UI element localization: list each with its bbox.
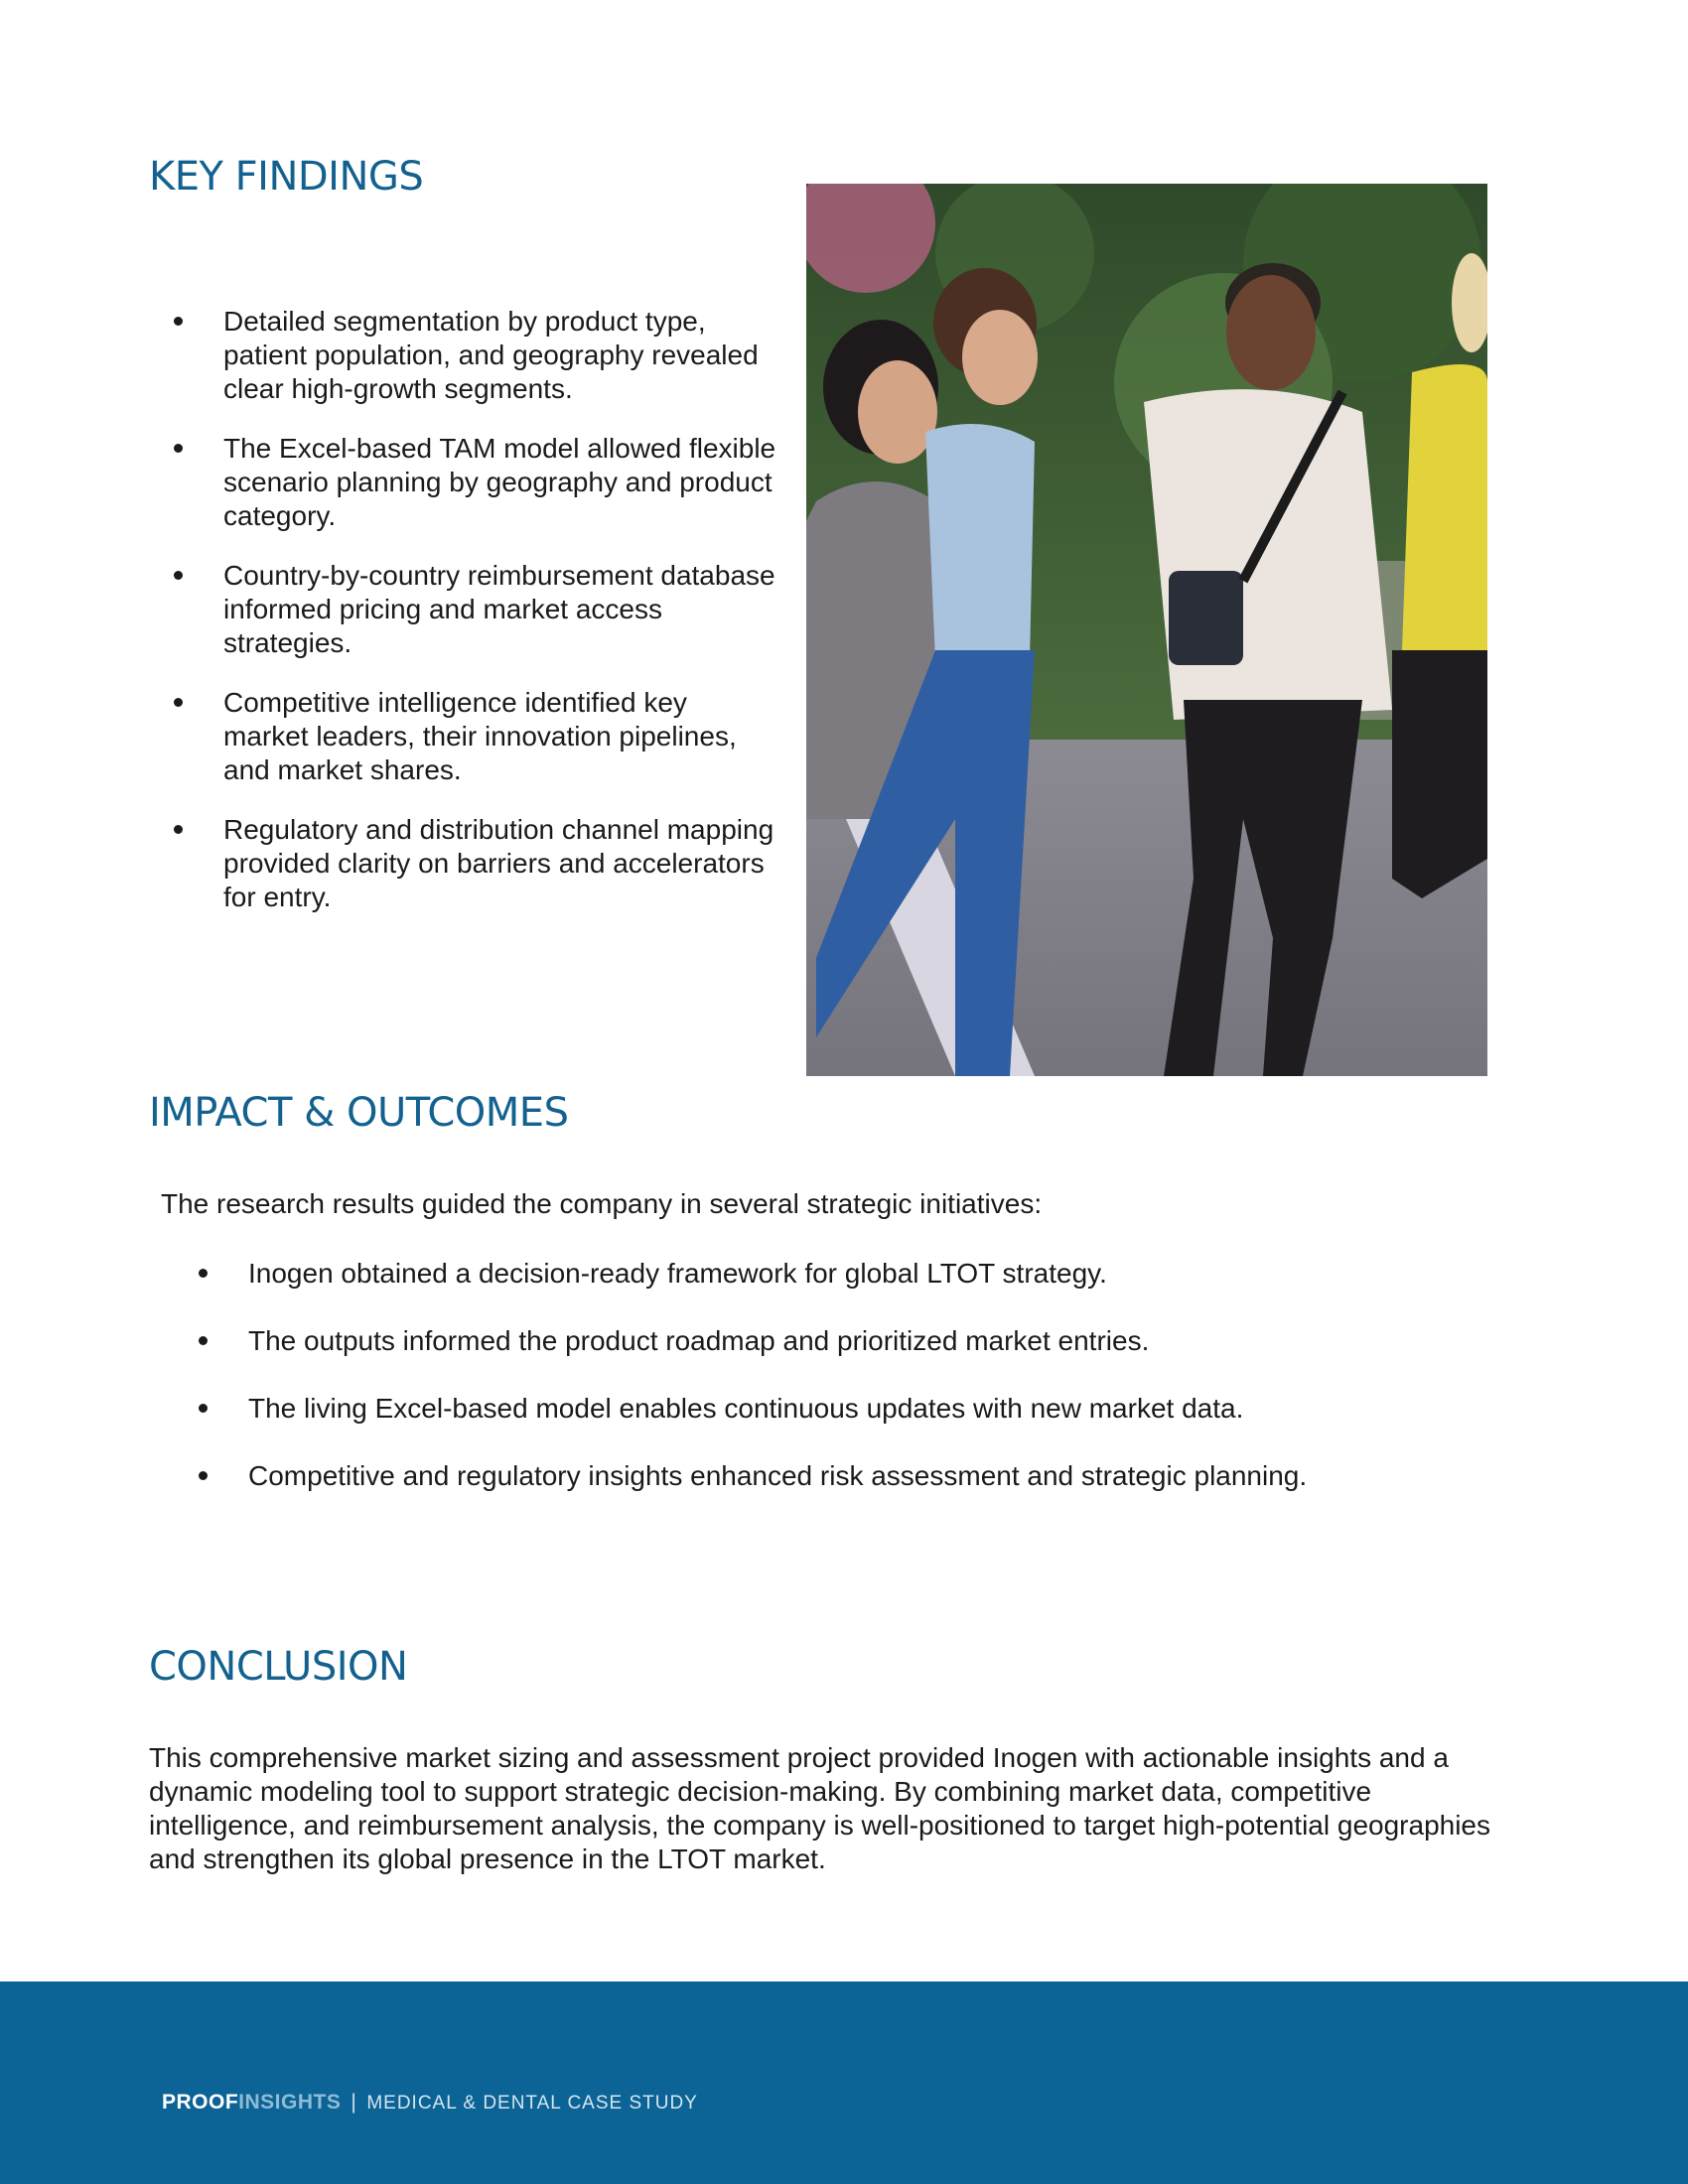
brand-proof: PROOF bbox=[162, 2091, 239, 2114]
list-item: The Excel-based TAM model allowed flexible scenario planning by geography and product category. bbox=[223, 432, 779, 533]
list-item: Competitive and regulatory insights enhanced risk assessment and strategic planning. bbox=[248, 1459, 1360, 1493]
conclusion-title: CONCLUSION bbox=[149, 1644, 408, 1690]
list-item: Country-by-country reimbursement database informed pricing and market access strategies. bbox=[223, 559, 779, 660]
women-walking-photo bbox=[806, 184, 1487, 1076]
list-item: Inogen obtained a decision-ready framework for global LTOT strategy. bbox=[248, 1257, 1360, 1291]
impact-outcomes-title: IMPACT & OUTCOMES bbox=[149, 1090, 569, 1136]
key-findings-title: KEY FINDINGS bbox=[149, 154, 424, 200]
footer-bar bbox=[0, 1981, 1688, 2184]
list-item: The living Excel-based model enables continuous updates with new market data. bbox=[248, 1392, 1360, 1426]
brand-insights: INSIGHTS bbox=[238, 2091, 342, 2114]
list-item: Regulatory and distribution channel mapping provided clarity on barriers and accelerators for entry. bbox=[223, 813, 779, 914]
footer-subtitle: MEDICAL & DENTAL CASE STUDY bbox=[366, 2093, 698, 2114]
footer-brand-line bbox=[162, 2091, 698, 2115]
list-item: Detailed segmentation by product type, patient population, and geography revealed clear high-growth segments. bbox=[223, 305, 779, 406]
list-item: Competitive intelligence identified key market leaders, their innovation pipelines, and market shares. bbox=[223, 686, 779, 787]
conclusion-text: This comprehensive market sizing and assessment project provided Inogen with actionable insights and a dynamic modeling tool to support strategic decision-making. By combining market data, competitive intelligence, and reimbursement analysis, the company is well-positioned to target high-potential geographies and strengthen its global presence in the LTOT market. bbox=[149, 1742, 1490, 1874]
footer-separator: | bbox=[351, 2091, 357, 2114]
list-item: The outputs informed the product roadmap and prioritized market entries. bbox=[248, 1324, 1360, 1358]
impact-list bbox=[248, 1257, 1360, 1527]
impact-intro: The research results guided the company in several strategic initiatives: bbox=[161, 1188, 1043, 1219]
key-findings-list bbox=[223, 305, 779, 940]
